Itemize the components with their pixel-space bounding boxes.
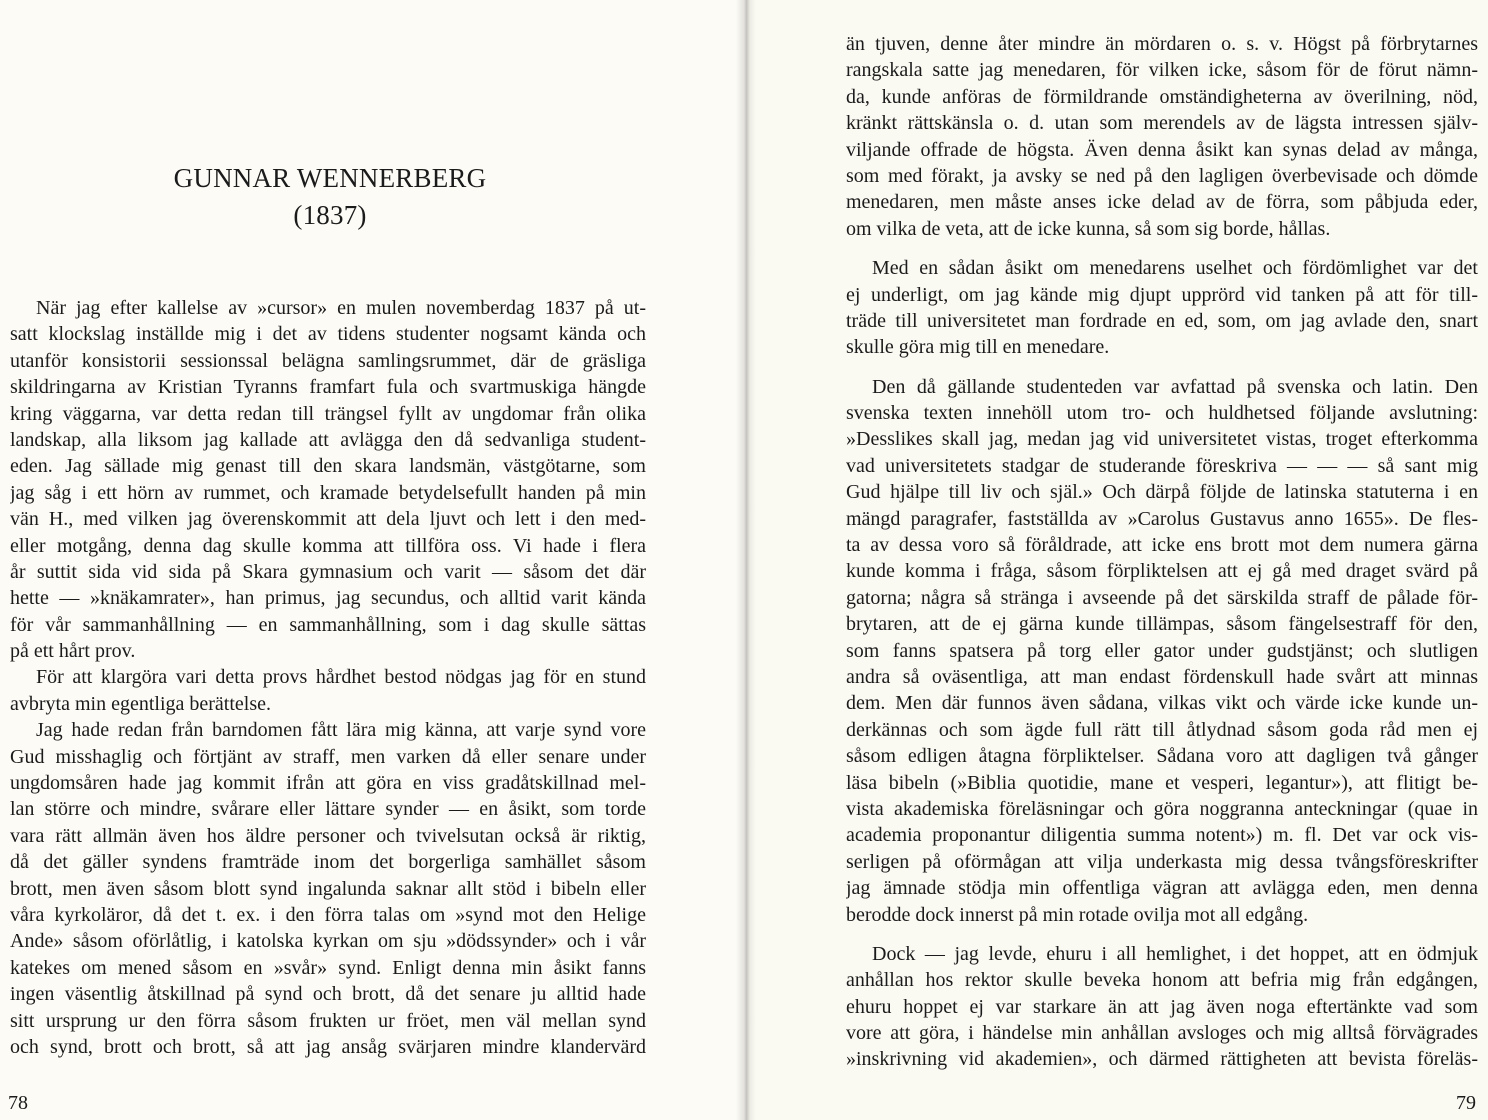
page-number-right: 79 — [1456, 1092, 1476, 1114]
book-gutter-shadow — [736, 0, 756, 1120]
text-line: då det gäller syndens framträde inom det borgerliga samhället såsom — [10, 851, 646, 874]
text-line: anhållan hos rektor skulle beveka honom att befria mig från edgången, — [846, 969, 1478, 992]
text-line: gatorna; några så stränga i avseende på det särskilda straff de pålade för- — [846, 586, 1478, 609]
text-line: eller motgång, denna dag skulle komma att tillföra oss. Vi hade i flera — [10, 534, 646, 557]
text-line: sitt ursprung ur den förra såsom frukten ur fröet, men väl mellan synd — [10, 1009, 646, 1032]
text-line: derkännas och som ägde full rätt till åtlydnad såsom goda råd men ej — [846, 718, 1478, 741]
text-line: menedaren, men måste anses icke delad av de förra, som påbjuda eder, — [846, 191, 1478, 214]
text-line: Jag hade redan från barndomen fått lära mig känna, att varje synd vore — [36, 719, 646, 742]
text-line: för vår sammanhållning — en sammanhållning, som i dag skulle sättas — [10, 613, 646, 636]
text-line: och synd, brott och brott, så att jag ansåg svärjaren mindre klandervärd — [10, 1035, 646, 1058]
text-line: om vilka de veta, att de icke kunna, så som sig borde, hållas. — [846, 217, 1331, 240]
text-line: som med förakt, ja avsky se ned på den lagligen överbevisade och dömde — [846, 164, 1478, 187]
text-line: svenska texten innehöll utom tro- och huldhetsed följande avslutning: — [846, 402, 1478, 425]
text-line: brott, men även såsom blott synd ingalunda saknar allt stöd i bibeln eller — [10, 877, 646, 900]
text-line: kränkt rättskänsla o. d. utan som merendels av de lägsta intressen själv- — [846, 112, 1478, 135]
text-line: För att klargöra vari detta provs hårdhet bestod nödgas jag för en stund — [36, 666, 646, 689]
paragraph — [846, 255, 1478, 361]
paragraph — [846, 941, 1478, 1073]
paragraph-gap — [846, 361, 1478, 374]
text-line: Med en sådan åsikt om menedarens uselhet och fördömlighet var det — [872, 257, 1478, 280]
right-page — [746, 0, 1488, 1120]
text-line: vore att göra, i händelse min anhållan avsloges och mig alltså förvägrades — [846, 1022, 1478, 1045]
text-line: ehuru hoppet ej var starkare än att jag även noga eftertänkte vad som — [846, 995, 1478, 1018]
text-line: landskap, alla liksom jag kallade att avlägga den då sedvanliga student- — [10, 428, 646, 451]
paragraph — [846, 31, 1478, 242]
text-line: ej underligt, om jag kände mig djupt upprörd vid tanken på att för till- — [846, 283, 1478, 306]
left-page-text — [10, 295, 646, 1060]
text-line: än tjuven, denne åter mindre än mördaren o. s. v. Högst på förbrytarnes — [846, 33, 1478, 55]
text-line: ingen väsentlig åtskillnad på synd och brott, då det senare ju alltid hade — [10, 983, 646, 1006]
text-line: berodde dock innerst på min rotade ovilja mot all edgång. — [846, 903, 1309, 926]
text-line: När jag efter kallelse av »cursor» en mulen novemberdag 1837 på ut- — [36, 297, 646, 319]
text-line: år suttit sida vid sida på Skara gymnasium och varit — såsom det där — [10, 560, 646, 583]
text-line: våra kyrkoläror, då det t. ex. i den förra talas om »synd mot den Helige — [10, 903, 646, 926]
text-line: serligen på oförmågan att vilja underkasta mig dessa tvångsföreskrifter — [846, 850, 1478, 873]
text-line: mängd paragrafer, fastställda av »Carolus Gustavus anno 1655». De fles- — [846, 507, 1478, 530]
text-line: viljande offrade de högsta. Även denna åsikt kan synas delad av många, — [846, 138, 1478, 161]
text-line: satt klockslag inställde mig i det av tidens studenter nogsamt kända och — [10, 323, 646, 346]
text-line: eden. Jag sällade mig genast till den skara landsmän, västgötarne, som — [10, 455, 646, 478]
page-number-left: 78 — [8, 1092, 28, 1114]
text-line: vista akademiska föreläsningar och göra noggranna anteckningar (quae in — [846, 797, 1478, 820]
text-line: katekes om mened såsom en »svår» synd. Enligt denna min åsikt fanns — [10, 956, 646, 979]
text-line: kring väggarna, var detta redan till trängsel fyllt av ungdomar från olika — [10, 402, 646, 425]
text-line: rangskala satte jag menedaren, för vilken icke, såsom för de förut nämn- — [846, 59, 1478, 82]
text-line: avbryta min egentliga berättelse. — [10, 692, 272, 715]
text-line: brytaren, att de ej gärna kunde tillämpas, såsom fängelsestraff för den, — [846, 613, 1478, 636]
paragraph-gap — [846, 242, 1478, 255]
paragraph — [846, 374, 1478, 928]
text-line: läsa bibeln (»Biblia quotidie, mane et vesperi, legantur»), att flitigt be- — [846, 771, 1478, 794]
chapter-title: GUNNAR WENNERBERG — [173, 163, 487, 193]
text-line: Gud hjälpe till liv och själ.» Och därpå följde de latinska statuterna i en — [846, 481, 1478, 504]
text-line: skildringarna av Kristian Tyranns framfart fula och svartmuskiga hängde — [10, 376, 646, 399]
text-line: utanför konsistorii sessionssal belägna samlingsrummet, där de gräsliga — [10, 349, 646, 372]
text-line: Gud misshaglig och förtjänt av straff, men varken då eller senare under — [10, 745, 646, 768]
paragraph-gap — [846, 928, 1478, 941]
text-line: andra så oväsentliga, att man endast fördenskull hade svårt att minnas — [846, 665, 1478, 688]
text-line: såsom edligen åtagna förpliktelser. Sådana voro att dagligen två gånger — [846, 745, 1478, 768]
text-line: hette — »knäkamrater», han primus, jag secundus, och alltid varit kända — [10, 587, 646, 610]
text-line: ta av dessa voro så föråldrade, att icke ens brott mot dem numera gärna — [846, 534, 1478, 557]
text-line: Dock — jag levde, ehuru i all hemlighet, i det hoppet, att en ödmjuk — [872, 942, 1478, 965]
text-line: jag såg i ett hörn av rummet, och kramade betydelsefullt handen på min — [10, 481, 646, 504]
text-line: jag ämnade stödja min offentliga vägran att avlägga eden, men denna — [846, 877, 1478, 900]
text-line: kunde komma i fråga, såsom förpliktelsen att ej gå med draget svärd på — [846, 560, 1478, 583]
right-page-text — [846, 31, 1478, 1073]
text-line: lan större och mindre, svårare eller lättare synder — en åsikt, som torde — [10, 798, 646, 821]
text-line: da, kunde anföras de förmildrande omständigheterna av överilning, nöd, — [846, 85, 1478, 108]
text-line: på ett hårt prov. — [10, 640, 136, 663]
text-line: träde till universitetet man fordrade en ed, som, om jag avlade den, snart — [846, 309, 1478, 332]
text-line: vän H., med vilken jag överenskommit att dela ljuvt och lett i den med- — [10, 508, 646, 531]
chapter-year: (1837) — [293, 200, 367, 230]
text-line: vad universitetets stadgar de studerande föreskriva — — — så sant mig — [846, 454, 1478, 477]
text-line: Ande» såsom oförlåtlig, i katolska kyrkan om sju »dödssynder» och i vår — [10, 930, 646, 953]
text-line: dem. Men där funnos även sådana, vilkas vikt och värde icke kunde un- — [846, 692, 1478, 715]
text-line: Den då gällande studenteden var avfattad på svenska och latin. Den — [872, 375, 1478, 398]
text-line: som fanns spatsera på torg eller gator under gudstjänst; och slutligen — [846, 639, 1478, 662]
text-line: vara rätt allmän även hos äldre personer och tvivelsutan också är riktig, — [10, 824, 646, 847]
text-line: skulle göra mig till en menedare. — [846, 336, 1110, 359]
text-line: »inskrivning vid akademien», och därmed rättigheten att bevista föreläs- — [846, 1048, 1478, 1071]
text-line: »Desslikes skall jag, medan jag vid universitetet vistas, troget efterkomma — [846, 428, 1478, 451]
text-line: ungdomsåren hade jag kommit ifrån att göra en viss gradåtskillnad mel- — [10, 772, 646, 795]
text-line: academia proponantur diligentia summa notent») m. fl. Det var ock vis- — [846, 824, 1478, 847]
